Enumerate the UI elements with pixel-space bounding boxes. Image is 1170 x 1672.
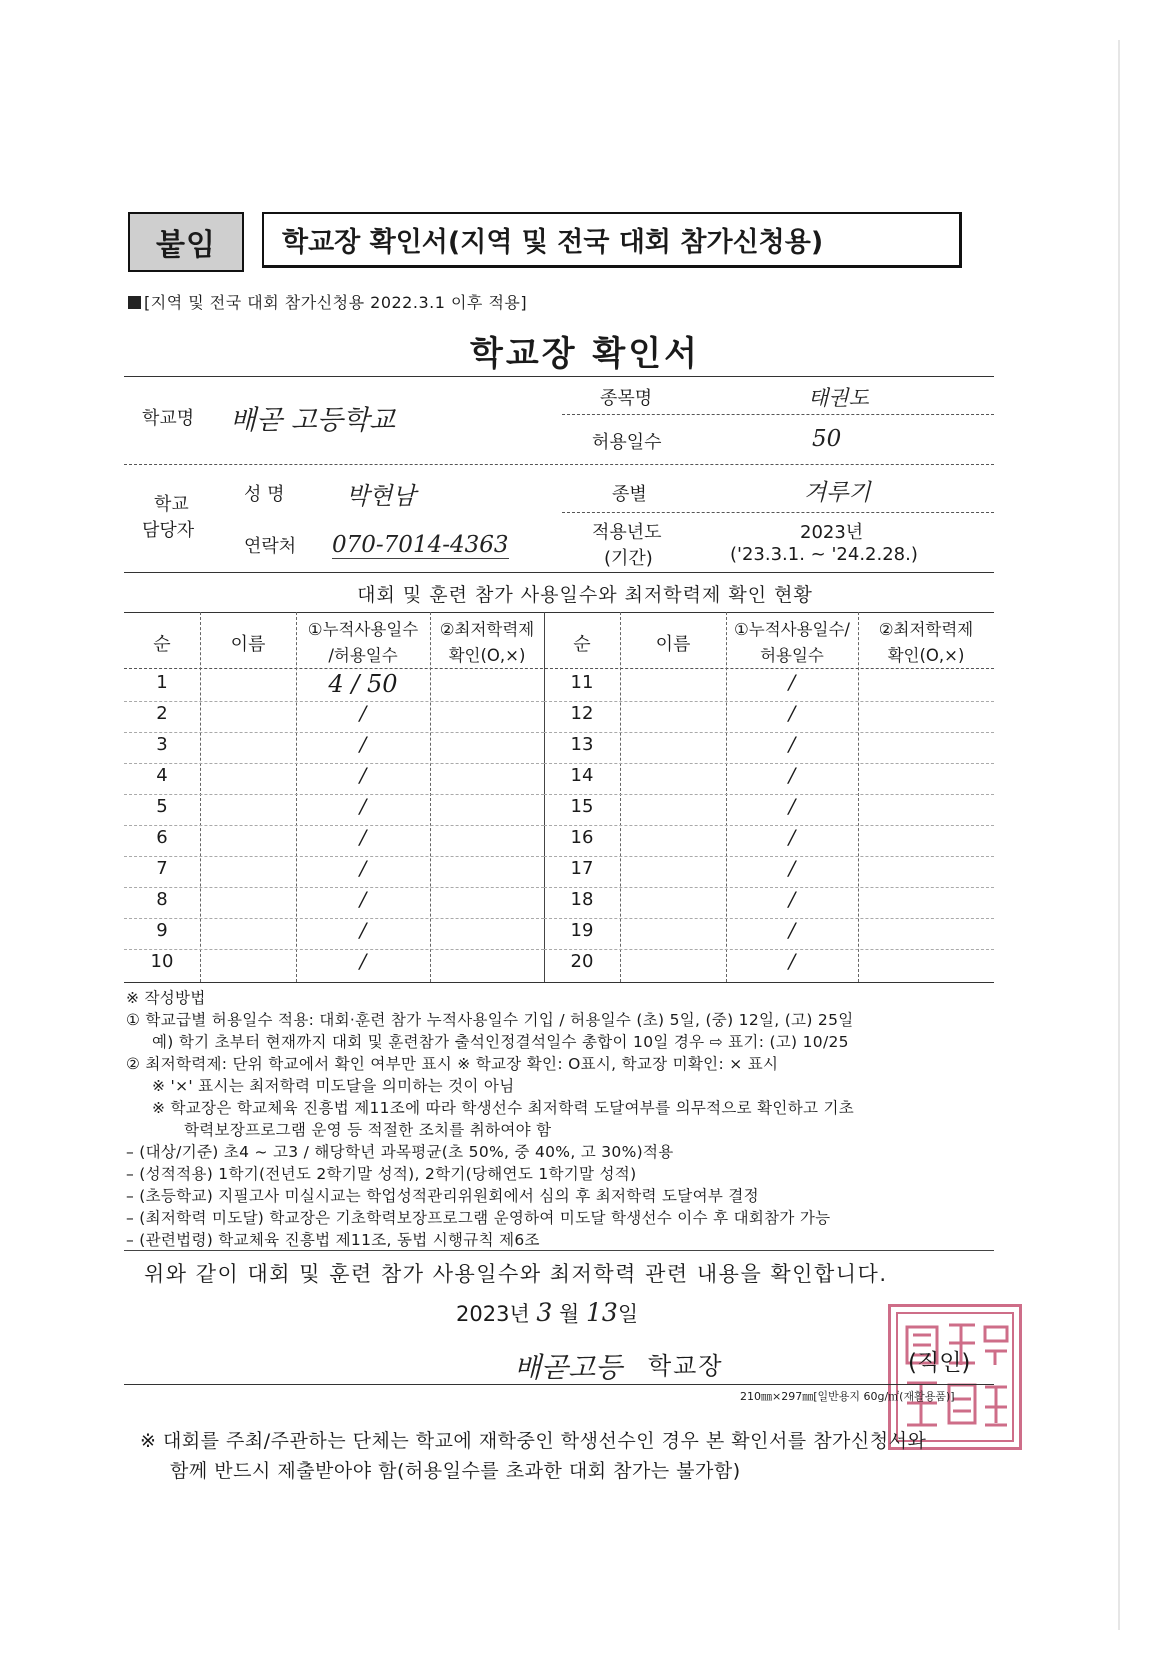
sport-label: 종목명	[600, 388, 653, 409]
grid-top-border	[124, 612, 994, 613]
row-seq: 10	[150, 951, 174, 972]
note-line: ② 최저학력제: 단위 학교에서 확인 여부만 표시 ※ 학교장 확인: O표시, 학교장 미확인: × 표시	[126, 1055, 779, 1073]
row-seq: 20	[570, 951, 594, 972]
row-seq: 5	[156, 796, 168, 817]
row-days: /	[359, 918, 367, 942]
contact-person-label: 담당자	[142, 520, 195, 541]
principal-label: 학교장	[648, 1352, 724, 1380]
event-value: 겨루기	[804, 480, 871, 506]
row-seq: 8	[156, 889, 168, 910]
confirmation-statement: 위와 같이 대회 및 훈련 참가 사용일수와 최저학력 관련 내용을 확인합니다.	[144, 1262, 888, 1286]
row-days: /	[788, 794, 796, 818]
row-days: /	[788, 918, 796, 942]
header-grade: 확인(O,×)	[887, 646, 965, 665]
row-days: /	[359, 794, 367, 818]
header-name: 이름	[655, 634, 691, 655]
row-days: /	[788, 670, 796, 694]
period-label: (기간)	[604, 548, 653, 569]
note-line: ① 학교급별 허용일수 적용: 대회·훈련 참가 누적사용일수 기입 / 허용일수 (초) 5일, (중) 12일, (고) 25일	[126, 1011, 854, 1029]
note-line: ※ 학교장은 학교체육 진흥법 제11조에 따라 학생선수 최저학력 도달여부를 의무적으로 확인하고 기초	[152, 1099, 855, 1117]
name-label: 성 명	[244, 484, 285, 505]
allowed-days-value: 50	[812, 426, 842, 452]
grid-column-divider	[858, 612, 859, 982]
header-grade: 확인(O,×)	[448, 646, 526, 665]
grid-header-divider	[124, 668, 994, 669]
row-seq: 1	[156, 672, 168, 693]
seal-label: (직인)	[908, 1350, 971, 1376]
row-seq: 19	[570, 920, 594, 941]
row-days: /	[788, 825, 796, 849]
row-seq: 18	[570, 889, 594, 910]
header-days: /허용일수	[328, 646, 398, 665]
row-seq: 9	[156, 920, 168, 941]
row-seq: 11	[570, 672, 594, 693]
header-seq: 순	[153, 634, 171, 655]
row-days: /	[788, 732, 796, 756]
grid-column-divider	[430, 612, 431, 982]
header-days: 허용일수	[760, 646, 824, 665]
paper-spec: 210㎜×297㎜[일반용지 60g/㎡(재활용품)]	[740, 1390, 955, 1403]
period-value: ('23.3.1. ~ '24.2.28.)	[730, 544, 918, 565]
row-seq: 7	[156, 858, 168, 879]
row-days: /	[788, 701, 796, 725]
header-seq: 순	[573, 634, 591, 655]
row-days: /	[359, 701, 367, 725]
row-seq: 3	[156, 734, 168, 755]
note-detail: – (관련법령) 학교체육 진흥법 제11조, 동법 시행규칙 제6조	[126, 1231, 540, 1249]
row-days: /	[788, 949, 796, 973]
attachment-label: 붙임	[128, 212, 244, 272]
grid-column-divider	[620, 612, 621, 982]
row-days: /	[359, 856, 367, 880]
row-seq: 13	[570, 734, 594, 755]
event-label: 종별	[612, 484, 647, 505]
note-line: 학력보장프로그램 운영 등 적절한 조치를 취하여야 함	[184, 1121, 552, 1139]
applicability-note: [지역 및 전국 대회 참가신청용 2022.3.1 이후 적용]	[128, 290, 527, 313]
status-section-title: 대회 및 훈련 참가 사용일수와 최저학력제 확인 현황	[357, 584, 813, 606]
footer-note: 함께 반드시 제출받아야 함(허용일수를 초과한 대회 참가는 불가함)	[170, 1460, 741, 1482]
note-detail: – (최저학력 미도달) 학교장은 기초학력보장프로그램 운영하여 미도달 학생선수 이수 후 대회참가 가능	[126, 1209, 831, 1227]
header-grade: ②최저학력제	[878, 620, 974, 639]
row-days: /	[359, 732, 367, 756]
row-seq: 6	[156, 827, 168, 848]
note-detail: – (대상/기준) 초4 ~ 고3 / 해당학년 과목평균(초 50%, 중 40%, 고 30%)적용	[126, 1143, 674, 1161]
allowed-days-label: 허용일수	[592, 432, 662, 453]
banner-title: 학교장 확인서(지역 및 전국 대회 참가신청용)	[262, 212, 962, 268]
footer-note: ※ 대회를 주최/주관하는 단체는 학교에 재학중인 학생선수인 경우 본 확인서를 참가신청서와	[140, 1430, 927, 1452]
divider	[124, 376, 994, 377]
month-label: 월	[559, 1302, 580, 1326]
notes-heading: ※ 작성방법	[126, 989, 206, 1007]
row-seq: 2	[156, 703, 168, 724]
divider	[562, 512, 994, 513]
sport-value: 태권도	[808, 386, 869, 410]
row-days: /	[359, 887, 367, 911]
divider	[124, 1250, 994, 1251]
row-seq: 12	[570, 703, 594, 724]
row-seq: 17	[570, 858, 594, 879]
square-bullet-icon	[128, 296, 141, 309]
year-label: 적용년도	[592, 522, 662, 543]
row-seq: 15	[570, 796, 594, 817]
phone-value: 070-7014-4363	[332, 532, 509, 558]
row-seq: 16	[570, 827, 594, 848]
row-seq: 14	[570, 765, 594, 786]
note-detail: – (초등학교) 지필고사 미실시교는 학업성적관리위원회에서 심의 후 최저학력 도달여부 결정	[126, 1187, 759, 1205]
divider	[124, 464, 994, 465]
divider	[124, 572, 994, 573]
school-name-value: 배곧 고등학교	[230, 405, 396, 436]
note-line: 예) 학기 초부터 현재까지 대회 및 훈련참가 출석인정결석일수 총합이 10일 경우 ⇨ 표기: (고) 10/25	[152, 1033, 849, 1051]
header-name: 이름	[230, 634, 266, 655]
row-days: /	[788, 887, 796, 911]
date-month: 3	[536, 1298, 553, 1327]
school-handwritten: 배곧고등	[514, 1351, 623, 1384]
date-year: 2023년	[456, 1302, 530, 1326]
row-days: /	[788, 856, 796, 880]
scan-edge	[1118, 40, 1120, 1630]
document-title: 학교장 확인서	[470, 334, 700, 374]
note-detail: – (성적적용) 1학기(전년도 2학기말 성적), 2학기(당해연도 1학기말 성적)	[126, 1165, 637, 1183]
note-line: ※ '×' 표시는 최저학력 미도달을 의미하는 것이 아님	[152, 1077, 515, 1095]
header-grade: ②최저학력제	[439, 620, 535, 639]
contact-person-label: 학교	[154, 494, 189, 515]
divider	[124, 1384, 994, 1385]
row-days: /	[359, 763, 367, 787]
day-label: 일	[617, 1302, 639, 1326]
grid-bottom-border	[124, 982, 994, 983]
phone-label: 연락처	[244, 536, 297, 557]
name-value: 박현남	[346, 482, 416, 510]
row-days: /	[359, 825, 367, 849]
grid-column-divider	[200, 612, 201, 982]
year-value: 2023년	[800, 522, 864, 543]
row-days: /	[788, 763, 796, 787]
header-days: ①누적사용일수	[307, 620, 419, 639]
header-days: ①누적사용일수/	[734, 620, 850, 639]
row-days: 4 / 50	[328, 670, 398, 698]
date-day: 13	[586, 1298, 618, 1327]
row-days: /	[359, 949, 367, 973]
divider	[562, 414, 994, 415]
school-name-label: 학교명	[142, 408, 195, 429]
row-seq: 4	[156, 765, 168, 786]
date-line	[456, 1298, 638, 1328]
